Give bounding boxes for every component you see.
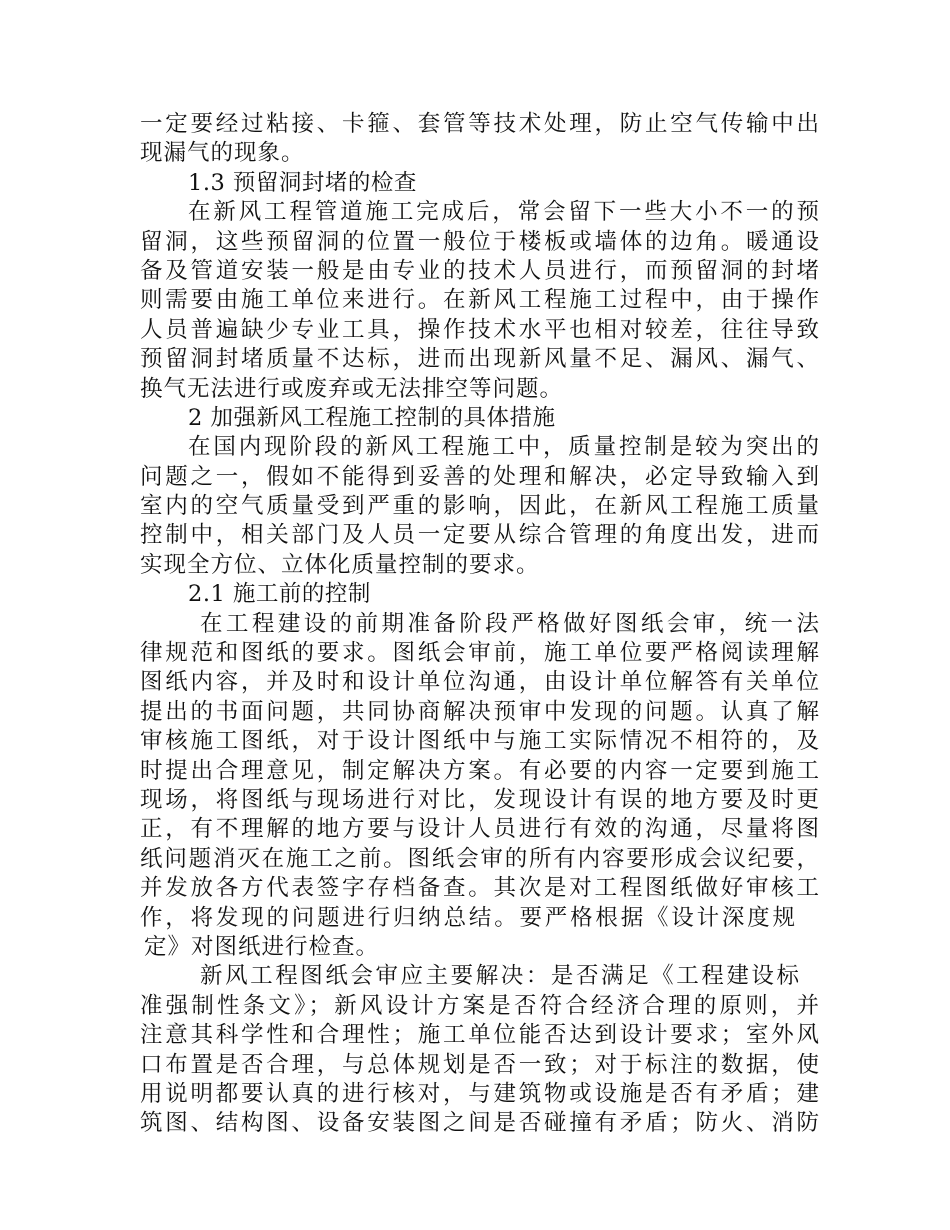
section-heading-2-1: 2.1 施工前的控制 xyxy=(188,581,371,608)
text-line: 提出的书面问题，共同协商解决预审中发现的问题。认真了解 xyxy=(140,698,820,725)
text-line: 人员普遍缺少专业工具，操作技术水平也相对较差，往往导致 xyxy=(140,316,820,343)
text-line: 问题之一，假如不能得到妥善的处理和解决，必定导致输入到 xyxy=(140,463,820,490)
paragraph-5 xyxy=(140,962,820,1138)
paragraph-3 xyxy=(140,433,820,580)
text-line: 定》对图纸进行检查。 xyxy=(144,933,380,960)
text-line: 控制中，相关部门及人员一定要从综合管理的角度出发，进而 xyxy=(140,522,820,549)
text-line: 室内的空气质量受到严重的影响，因此，在新风工程施工质量 xyxy=(140,493,820,520)
paragraph-2 xyxy=(140,198,820,404)
text-line: 现漏气的现象。 xyxy=(140,140,305,167)
text-line: 准强制性条文》；新风设计方案是否符合经济合理的原则，并 xyxy=(140,992,820,1019)
paragraph-4 xyxy=(140,610,820,963)
text-line: 则需要由施工单位来进行。在新风工程施工过程中，由于操作 xyxy=(140,287,820,314)
text-line: 在国内现阶段的新风工程施工中，质量控制是较为突出的 xyxy=(188,434,820,461)
text-line: 时提出合理意见，制定解决方案。有必要的内容一定要到施工 xyxy=(140,757,820,784)
text-line: 律规范和图纸的要求。图纸会审前，施工单位要严格阅读理解 xyxy=(140,640,820,667)
text-line: 换气无法进行或废弃或无法排空等问题。 xyxy=(140,375,564,402)
text-line: 预留洞封堵质量不达标，进而出现新风量不足、漏风、漏气、 xyxy=(140,346,820,373)
text-line: 备及管道安装一般是由专业的技术人员进行，而预留洞的封堵 xyxy=(140,257,820,284)
text-line: 注意其科学性和合理性；施工单位能否达到设计要求；室外风 xyxy=(140,1022,820,1049)
text-line: 纸问题消灭在施工之前。图纸会审的所有内容要形成会议纪要， xyxy=(140,845,820,872)
text-line: 实现全方位、立体化质量控制的要求。 xyxy=(140,551,540,578)
section-heading-1-3: 1.3 预留洞封堵的检查 xyxy=(188,169,417,196)
text-line: 作，将发现的问题进行归纳总结。要严格根据《设计深度规 xyxy=(140,904,796,931)
text-line: 新风工程图纸会审应主要解决：是否满足《工程建设标 xyxy=(200,963,800,990)
document-page xyxy=(140,110,820,1139)
text-line: 审核施工图纸，对于设计图纸中与施工实际情况不相符的，及 xyxy=(140,728,820,755)
text-line: 筑图、结构图、设备安装图之间是否碰撞有矛盾；防火、消防 xyxy=(140,1110,820,1137)
text-line: 一定要经过粘接、卡箍、套管等技术处理，防止空气传输中出 xyxy=(140,111,820,137)
text-line: 在新风工程管道施工完成后，常会留下一些大小不一的预 xyxy=(188,199,820,226)
text-line: 在工程建设的前期准备阶段严格做好图纸会审，统一法 xyxy=(200,610,820,637)
paragraph-1 xyxy=(140,110,820,169)
text-line: 正，有不理解的地方要与设计人员进行有效的沟通，尽量将图 xyxy=(140,816,820,843)
text-line: 现场，将图纸与现场进行对比，发现设计有误的地方要及时更 xyxy=(140,786,820,813)
section-heading-2: 2 加强新风工程施工控制的具体措施 xyxy=(188,404,556,431)
text-line: 口布置是否合理，与总体规划是否一致；对于标注的数据，使 xyxy=(140,1051,820,1078)
text-line: 用说明都要认真的进行核对，与建筑物或设施是否有矛盾；建 xyxy=(140,1080,820,1107)
text-line: 并发放各方代表签字存档备查。其次是对工程图纸做好审核工 xyxy=(140,875,820,902)
text-line: 图纸内容，并及时和设计单位沟通，由设计单位解答有关单位 xyxy=(140,669,820,696)
text-line: 留洞，这些预留洞的位置一般位于楼板或墙体的边角。暖通设 xyxy=(140,228,820,255)
